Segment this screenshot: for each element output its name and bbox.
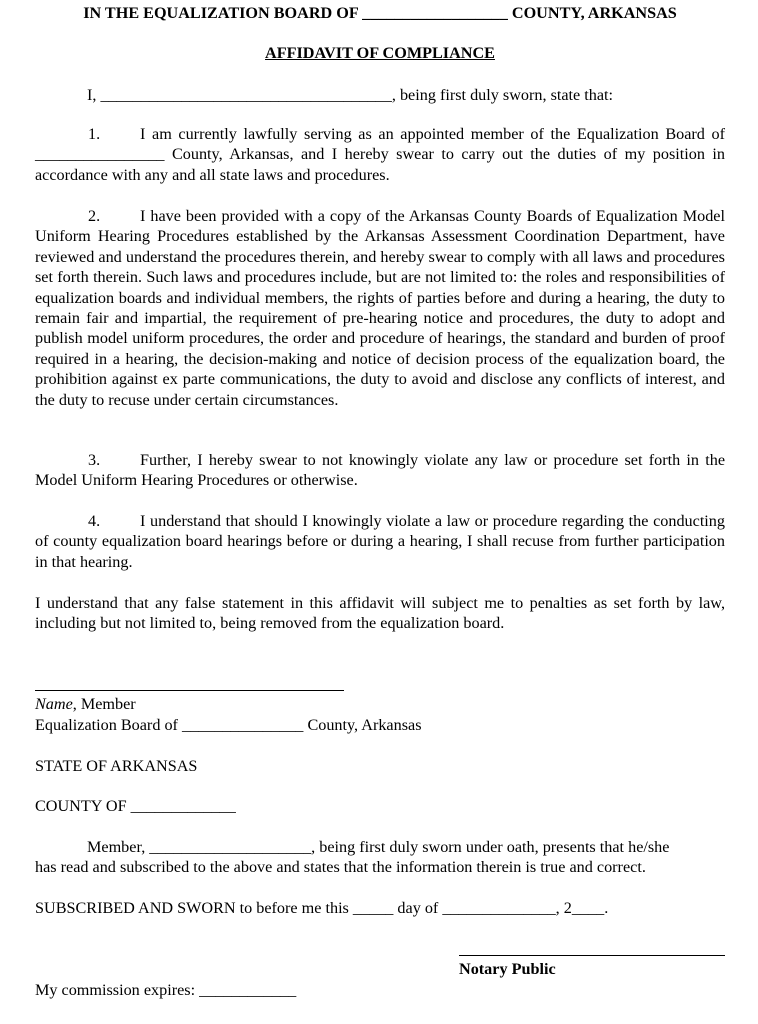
board-line: Equalization Board of _______________ County, Arkansas	[35, 716, 422, 734]
paragraph-text: I understand that should I knowingly violate a law or procedure regarding the conducting of county equalization board hearings before or during a hearing, I shall recuse from further participation in that hearing.	[35, 512, 725, 571]
state-label: STATE OF ARKANSAS	[35, 757, 198, 775]
signature-name-label	[35, 694, 136, 714]
paragraph-number: 2.	[88, 207, 101, 225]
member-statement-first-line: Member, ____________________, being first duly sworn under oath, presents that he/she	[87, 838, 670, 856]
paragraph-2	[35, 206, 725, 410]
member-label: , Member	[72, 695, 136, 713]
document-title: AFFIDAVIT OF COMPLIANCE	[265, 44, 495, 62]
penalty-statement: I understand that any false statement in this affidavit will subject me to penalties as set forth by law, including but not limited to, being removed from the equalization board.	[35, 594, 725, 633]
paragraph-3	[35, 450, 725, 491]
county-label: COUNTY OF _____________	[35, 797, 236, 815]
name-placeholder: Name	[35, 695, 73, 713]
paragraph-4	[35, 511, 725, 572]
notary-public-label: Notary Public	[459, 960, 556, 978]
signature-line	[35, 690, 344, 691]
member-statement-second-line: has read and subscribed to the above and states that the information therein is true and correct.	[35, 858, 646, 876]
paragraph-text: I am currently lawfully serving as an appointed member of the Equalization Board of ________________ County, Arkansas, and I hereby swear to carry out the duties of my position in accordance with any and all state laws and procedures.	[35, 125, 725, 184]
paragraph-number: 3.	[88, 451, 101, 469]
intro-statement: I, ____________________________________, being first duly sworn, state that:	[87, 86, 614, 104]
paragraph-1	[35, 124, 725, 185]
paragraph-number: 4.	[88, 512, 101, 530]
subscribed-sworn-line: SUBSCRIBED AND SWORN to before me this _____ day of ______________, 2____.	[35, 899, 609, 917]
paragraph-text: I have been provided with a copy of the Arkansas County Boards of Equalization Model Uniform Hearing Procedures established by the Arkansas Assessment Coordination Department, have reviewed and understand the procedures therein, and hereby swear to comply with all laws and procedures set forth therein. Such laws and procedures include, but are not limited to: the roles and responsibilities of equalization boards and individual members, the rights of parties before and during a hearing, the duty to remain fair and impartial, the requirement of pre-hearing notice and procedures, the duty to adopt and publish model uniform procedures, the order and procedure of hearings, the standard and burden of proof required in a hearing, the decision-making and notice of decision process of the equalization board, the prohibition against ex parte communications, the duty to avoid and disclose any conflicts of interest, and the duty to recuse under certain circumstances.	[35, 207, 725, 409]
document-heading: IN THE EQUALIZATION BOARD OF __________________ COUNTY, ARKANSAS	[83, 4, 677, 22]
paragraph-number: 1.	[88, 125, 101, 143]
notary-signature-line	[459, 955, 725, 956]
paragraph-text: Further, I hereby swear to not knowingly violate any law or procedure set forth in the Model Uniform Hearing Procedures or otherwise.	[35, 451, 725, 490]
commission-expires: My commission expires: ____________	[35, 981, 297, 999]
